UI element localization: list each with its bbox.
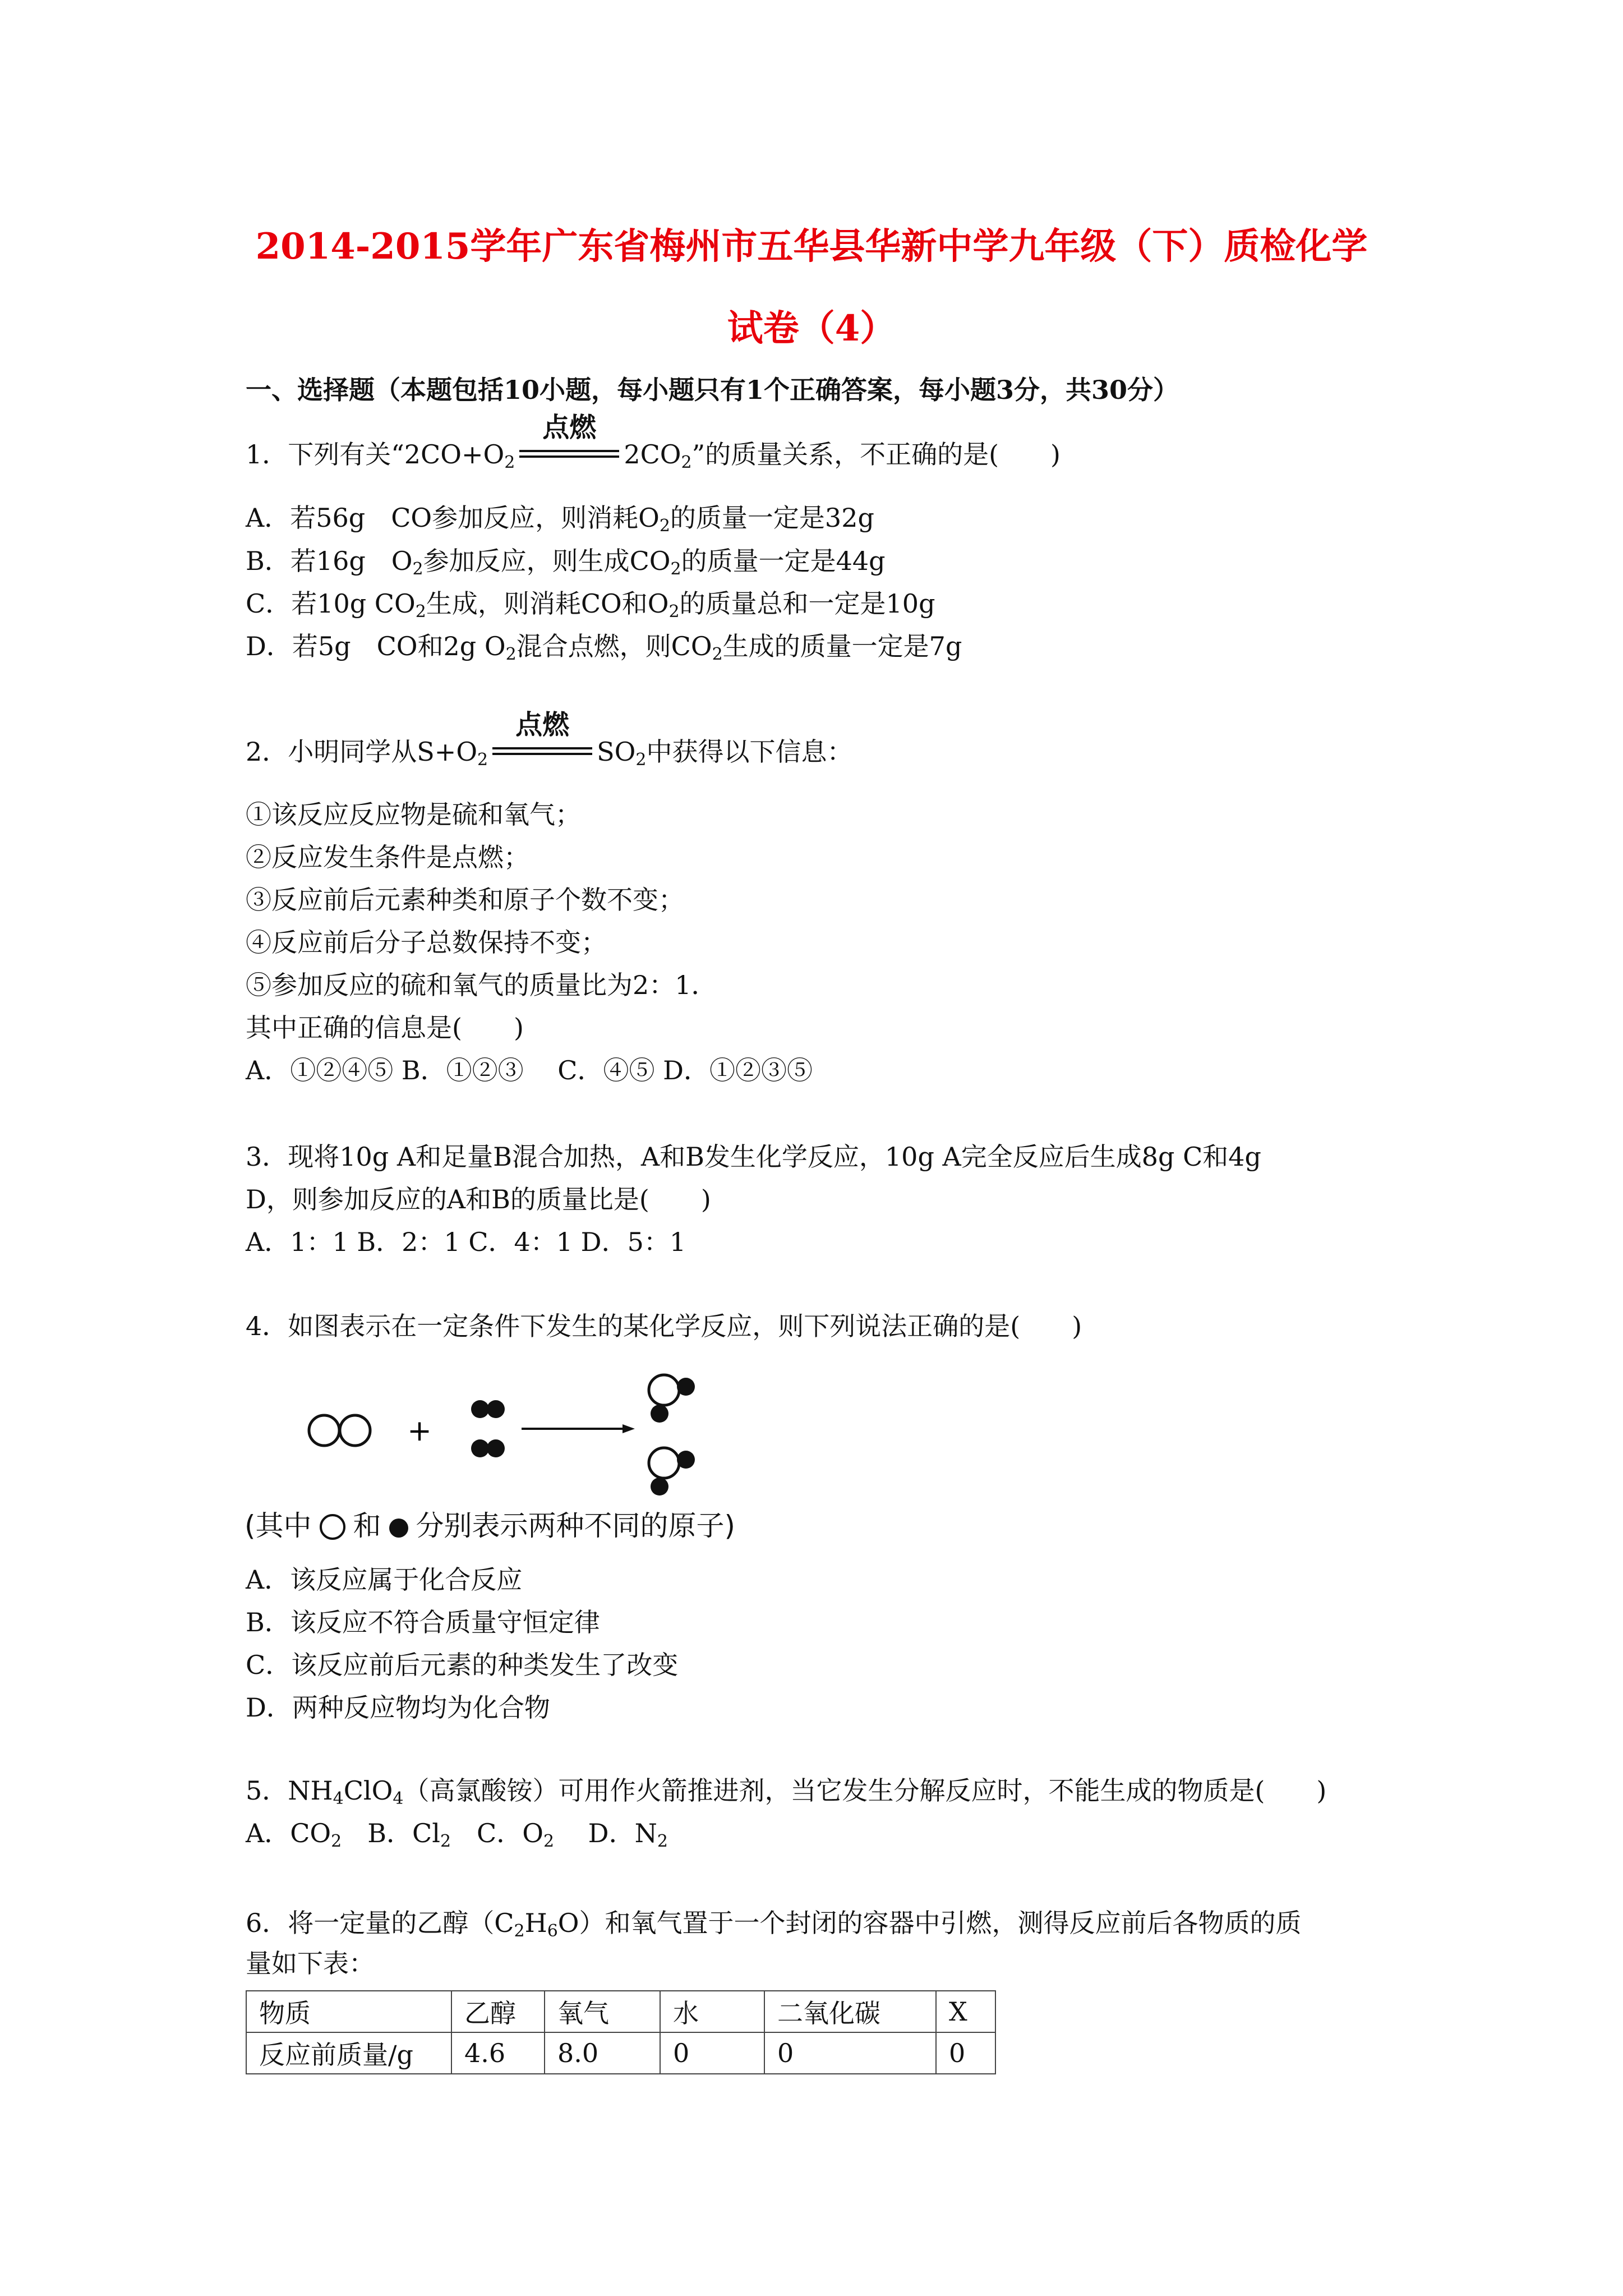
q5-options: A．$CO_2$ B．$Cl_2$ C．$O_2$ D．$N_2$ [246,1818,668,1851]
table-cell: 氧气 [545,1991,660,2032]
hollow-atom [649,1375,679,1405]
table-cell: X [936,1991,995,2032]
table-cell: 8.0 [545,2032,660,2074]
table-cell: 物质 [246,1991,451,2032]
q5-stem: 5．$NH_4ClO_4$（高氯酸铵）可用作火箭推进剂，当它发生分解反应时，不能生成的物质是( ) [246,1775,1327,1809]
q6-line1: 6．将一定量的乙醇$(C_2H_6O)$和氧气置于一个封闭的容器中引燃，测得反应前后各物质的质 [246,1908,1302,1941]
table-row [246,2032,995,2074]
q1-option-d: D．若5g CO和2g $O_2$混合点燃，则$CO_2$生成的质量一定是7g [246,631,962,664]
q4-reaction-diagram [280,1341,740,1498]
q4-stem: 4．如图表示在一定条件下发生的某化学反应，则下列说法正确的是( ) [246,1311,1082,1341]
q4-option-d: D．两种反应物均为化合物 [246,1692,550,1723]
q1-stem: 1．下列有关“$2CO+O_2$ 点燃 $2CO_2$”的质量关系，不正确的是( ) [246,412,1061,472]
q2-item-4: ④反应前后分子总数保持不变； [246,927,607,958]
q1-option-a: A．若56g CO参加反应，则消耗$O_2$的质量一定是32g [246,503,874,536]
table-cell: 4.6 [451,2032,545,2074]
table-cell: 乙醇 [451,1991,545,2032]
q4-option-a: A．该反应属于化合反应 [246,1565,523,1595]
solid-atom [471,1439,489,1457]
q1-option-b: B．若16g $O_2$参加反应，则生成$CO_2$的质量一定是44g [246,546,886,579]
table-header-row [246,1991,995,2032]
solid-atom [487,1400,505,1418]
q2-stem: 2．小明同学从$S+O_2$ 点燃 $SO_2$中获得以下信息： [246,709,853,770]
q2-options: A．①②④⑤ B．①②③ C．④⑤ D．①②③⑤ [246,1055,813,1085]
table-cell: 0 [764,2032,936,2074]
q3-line1: 3．现将10g A和足量B混合加热，A和B发生化学反应，10g A完全反应后生成8g C和4g [246,1142,1261,1172]
hollow-atom [309,1415,339,1446]
plus-sign: + [407,1414,432,1448]
q2-item-5: ⑤参加反应的硫和氧气的质量比为2：1． [246,970,717,1000]
q2-ask: 其中正确的信息是( ) [246,1013,524,1043]
q1-option-c: C．若10g $CO_2$生成，则消耗CO和$O_2$的质量总和一定是10g [246,588,935,622]
section-heading: 一、选择题（本题包括10小题，每小题只有1个正确答案，每小题3分，共30分） [246,375,1179,405]
q4-option-b: B．该反应不符合质量守恒定律 [246,1607,600,1637]
table-cell: 反应前质量/g [246,2032,451,2074]
q6-line2: 量如下表： [246,1948,375,1978]
q1-reaction-condition: 点燃 [516,438,623,471]
q6-mass-table [246,1990,996,2074]
page-title-line1: 2014-2015学年广东省梅州市五华县华新中学九年级（下）质检化学 [255,226,1368,268]
table-cell: 0 [936,2032,995,2074]
hollow-atom [340,1415,370,1446]
hollow-atom [649,1448,679,1478]
q3-options: A．1：1 B．2：1 C．4：1 D．5：1 [246,1227,686,1257]
q2-item-1: ①该反应反应物是硫和氧气； [246,799,581,830]
q2-reaction-condition: 点燃 [489,735,596,769]
page-title-line2: 试卷（4） [727,307,896,349]
table-cell: 二氧化碳 [764,1991,936,2032]
q2-item-2: ②反应发生条件是点燃； [246,842,529,872]
solid-atom [651,1405,668,1423]
hollow-atom-icon [320,1514,345,1540]
q2-item-3: ③反应前后元素种类和原子个数不变； [246,885,684,915]
solid-atom [677,1378,695,1396]
arrow-head [623,1424,635,1433]
solid-atom [677,1451,695,1469]
solid-atom [471,1400,489,1418]
table-cell: 水 [660,1991,764,2032]
q4-legend: (其中 和 分别表示两种不同的原子) [245,1510,736,1542]
q4-option-c: C．该反应前后元素的种类发生了改变 [246,1650,679,1680]
q3-line2: D，则参加反应的A和B的质量比是( ) [246,1184,711,1214]
solid-atom [487,1439,505,1457]
solid-atom-icon [389,1519,408,1538]
table-cell: 0 [660,2032,764,2074]
solid-atom [651,1478,668,1496]
